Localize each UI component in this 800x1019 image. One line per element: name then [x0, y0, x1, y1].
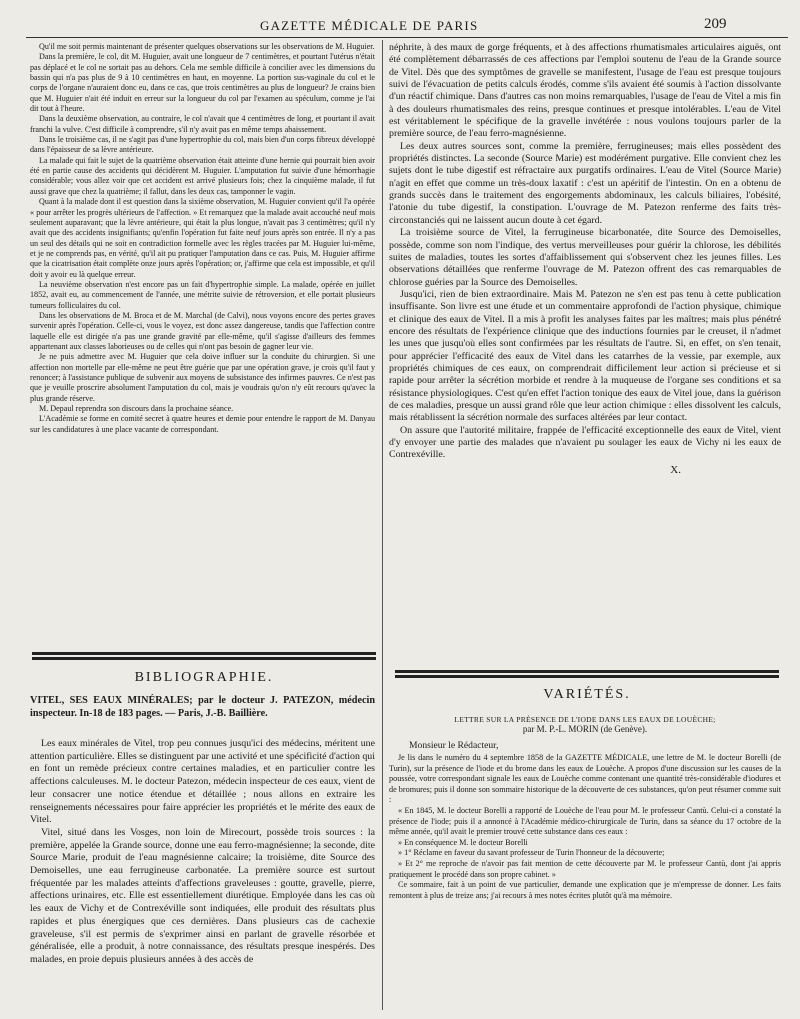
paragraph: néphrite, à des maux de gorge fréquents, et à des affections rhumatismales articulaires aiguës, ont été complètement débarrassés de ces affections par l'emploi soutenu de l'eau de la Grande source de Vitel. Dès que des symptômes de gravelle se manifestent, l'usage de l'eau est presque toujours suivi de l'évacuation de petits calculs érodés, comme s'ils avaient été soumis à l'action dissolvante d'un réactif chimique. Dans d'autres cas non moins remarquables, l'usage de l'eau de Vitel a mis fin à des douleurs rhumatismales des reins, presque continues et presque intolérables. L'eau de Vitel est véritablement le spécifique de la gravelle invétérée : nous voulons toujours parler de la première source, de l'eau ferro-magnésienne.: [389, 42, 781, 140]
signature: X.: [670, 463, 681, 476]
header-rule: [26, 37, 788, 38]
section-divider: [395, 670, 779, 675]
letter-author: par M. P.-L. MORIN (de Genève).: [522, 724, 648, 734]
left-column-text: [30, 42, 375, 435]
letter-salutation: Monsieur le Rédacteur,: [409, 740, 499, 751]
varietes-title: VARIÉTÉS.: [543, 687, 631, 702]
paragraph: » Et 2° me reproche de n'avoir pas fait mention de cette découverte par M. le professeur Cantù, dont j'ai appris pratiquement le procédé dans son propre cabinet. »: [389, 858, 781, 879]
paragraph: Dans le troisième cas, il ne s'agit pas d'une hypertrophie du col, mais bien d'un corps fibreux développé dans l'épaisseur de sa lèvre antérieure.: [30, 135, 375, 155]
paragraph: Jusqu'ici, rien de bien extraordinaire. Mais M. Patezon ne s'en est pas tenu à cette publication insuffisante. Son livre est une étude et un commentaire approfondi de l'action physique, chimique et clinique des eaux de Vitel. Il a mis à profit les analyses faites par les maîtres; mais plus pénétré encore des résultats de l'expérience clinique que des inductions fournies par le creuset, il n'admet les unes que jusqu'où elles sont confirmées par les résultats de l'autre. Si, en effet, on s'en tenait, pour apprécier l'efficacité des eaux de Vitel dans les catarrhes de la vessie, par exemple, aux propriétés chimiques de ces eaux, on comprendrait difficilement leur action si précieuse et si rapide pour arrêter la sécrétion morbide et rendre à la muqueuse de l'organe ses conditions et sa résistance physiologiques. C'est qu'en effet l'action tonique des eaux de Vitel joue, dans la guérison de ces maladies, presque un aussi grand rôle que leur action chimique : elles dissolvent les calculs, mais rétablissent la sécrétion normale des surfaces altérées par leur contact.: [389, 288, 781, 424]
book-title: [30, 695, 375, 721]
paragraph: Je lis dans le numéro du 4 septembre 1858 de la GAZETTE MÉDICALE, une lettre de M. le docteur Borelli (de Turin), sur la présence de l'iode et du brome dans les eaux de Louèche. A propos d'une discussion sur les causes de la poussée, votre correspondant signale les eaux de Louèche comme contenant une quantité très-considérable d'iodures et de bromures; puis il donne son sommaire historique de la découverte de ces substances, qu'on peut résumer comme suit :: [389, 753, 781, 805]
page-header: [0, 14, 800, 38]
right-column-text: [389, 42, 781, 476]
paragraph: » 1° Réclame en faveur du savant professeur de Turin l'honneur de la découverte;: [398, 848, 665, 858]
paragraph: La neuvième observation n'est encore pas un fait d'hypertrophie simple. La malade, opérée en juillet 1852, avait eu, au commencement de l'année, une métrite suivie de rétroversion, et elle portait plusieurs tumeurs folliculaires du col.: [30, 279, 375, 310]
journal-title: GAZETTE MÉDICALE DE PARIS: [260, 18, 479, 33]
paragraph: On assure que l'autorité militaire, frappée de l'efficacité exceptionnelle des eaux de Vitel, vient d'y envoyer une partie des malades que n'avaient pu soulager les eaux de Vichy ni les eaux de Contrexéville.: [389, 424, 781, 461]
paragraph: Vitel, situé dans les Vosges, non loin de Mirecourt, possède trois sources : la première, appelée la Grande source, donne une eau ferro-magnésienne; la seconde, dite Source Marie, produit de l'eau magnésienne calcaire; la troisième, dite Source des Demoiselles, une eau ferrugineuse carbonatée. La première source est surtout fréquentée par les malades atteints d'affections graveleuses : goutte, gravelle, pierre, affections urinaires, etc. Elle est essentiellement diurétique. Employée dans les cas où les eaux de Vichy et de Contrexéville sont indiquées, elle produit des résultats plus rapides et plus énergiques que ces dernières. Dans plusieurs cas de cachexie graveleuse, s'il est permis de s'exprimer ainsi en parlant de gravelle résorbée et généralisée, elle a produit, à notre connaissance, des résultats presque inespérés. Des malades, en proie depuis plusieurs années à des accès de: [30, 826, 375, 965]
paragraph: L'Académie se forme en comité secret à quatre heures et demie pour entendre le rapport de M. Danyau sur les candidatures à une place vacante de correspondant.: [30, 414, 375, 434]
paragraph: La malade qui fait le sujet de la quatrième observation était atteinte d'une hernie qui pourrait bien avoir été en partie cause des accidents qui décidèrent M. Huguier. L'amputation fut suivie d'une hémorrhagie considérable; vous allez voir que cet accident est arrivé plusieurs fois; chez la cinquième malade, il fut aussi grave que chez la quatrième; il fallut, dans les deux cas, tamponner le vagin.: [30, 155, 375, 196]
paragraph: Les deux autres sources sont, comme la première, ferrugineuses; mais elles possèdent des propriétés distinctes. La seconde (Source Marie) est modérément purgative. Elle convient chez les sujets dont le tube digestif est réfractaire aux purgatifs ordinaires. L'eau de Vitel (Source Marie) n'agit en effet que comme un très-doux laxatif : c'est un apéritif de l'intestin. On en a obtenu de grands succès dans le traitement des engorgements abdominaux, les calculs biliaires, l'obésité, l'atonie du tube digestif, la constipation. L'ouvrage de M. Patezon renferme des faits très-circonstanciés qui ne laissent aucun doute à cet égard.: [389, 140, 781, 226]
paragraph: M. Depaul reprendra son discours dans la prochaine séance.: [39, 404, 234, 414]
letter-title: LETTRE SUR LA PRÉSENCE DE L'IODE DANS LES EAUX DE LOUÈCHE;: [454, 715, 716, 724]
bibliographie-text: [30, 738, 375, 967]
varietes-text: [389, 715, 781, 901]
bibliographie-title: BIBLIOGRAPHIE.: [134, 670, 274, 685]
section-divider: [32, 652, 376, 657]
paragraph: Dans la deuxième observation, au contraire, le col n'avait que 4 centimètres de long, et pourtant il avait franchi la vulve. C'est difficile à comprendre, s'il n'y avait pas en même temps abaissement.: [30, 114, 375, 134]
paragraph: La troisième source de Vitel, la ferrugineuse bicarbonatée, dite Source des Demoiselles, possède, comme son nom l'indique, des vertus merveilleuses pour guérir la chlorose, les débilités suites de maladies, toutes les sortes d'affaiblissement qui s'observent chez les jeunes filles. Les observations détaillées que renferme l'ouvrage de M. Patezon offrent des cas remarquables de chlorose guéries par la Source des Demoiselles.: [389, 227, 781, 288]
paragraph: « En 1845, M. le docteur Borelli a rapporté de Louèche de l'eau pour M. le professeur Cantù. Celui-ci a constaté la présence de l'iode; puis il a annoncé à l'Académie médico-chirurgicale de Turin, dans sa séance du 17 octobre de la même année, qu'il avait le premier trouvé cette substance dans ces eaux :: [389, 805, 781, 837]
paragraph: Je ne puis admettre avec M. Huguier que cela doive influer sur la conduite du chirurgien. Si une affection non mortelle par elle-même ne peut être guérie que par une opération grave, je crois qu'il faut y renoncer; à l'assistance publique de subvenir aux moyens de subsistance des infirmes pauvres. Ce n'est pas que je veuille proscrire absolument l'amputation du col, mais je voudrais qu'on n'y eût recours qu'avec la plus grande réserve.: [30, 352, 375, 403]
paragraph: Quant à la malade dont il est question dans la sixième observation, M. Huguier convient qu'il l'a opérée « pour arrêter les progrès ultérieurs de l'affection. » Et remarquez que la malade avait accouché neuf mois seulement auparavant; que la lèvre antérieure, qui était la plus longue, n'avait pas 3 centimètres; qu'il n'y avait que des accidents insignifiants; qu'enfin l'opération fut faite neuf jours après son entrée. Il n'y a pas un seul des détails qui ne soit en contradiction formelle avec les règles tracées par M. Huguier lui-même, et je ne comprends pas, en vérité, qu'il ait pu pratiquer l'amputation dans ce cas. Puis, M. Huguier affirme que la cicatrisation était complète onze jours après l'opération; or, j'affirme que cela est impossible, et qu'il doit y avoir eu là quelque erreur.: [30, 197, 375, 279]
paragraph: Ce sommaire, fait à un point de vue particulier, demande une explication que je m'empresse de donner. Les faits remontent à plus de treize ans; j'ai recours à mes notes écrites plutôt qu'à ma mémoire.: [389, 880, 781, 900]
paragraph: Qu'il me soit permis maintenant de présenter quelques observations sur les observations de M. Huguier.: [39, 42, 375, 51]
paragraph: » En conséquence M. le docteur Borelli: [398, 837, 528, 847]
paragraph: Dans les observations de M. Broca et de M. Marchal (de Calvi), nous voyons encore des pertes graves survenir après l'opération. Celle-ci, vous le voyez, est donc assez dangereuse, tandis que l'affection contre laquelle elle est dirigée n'a pas une grande gravité par elle-même, qu'il s'agisse d'ailleurs des femmes appartenant aux classes laborieuses ou de celles qui n'ont pas besoin de gagner leur vie.: [30, 310, 375, 351]
paragraph: Les eaux minérales de Vitel, trop peu connues jusqu'ici des médecins, méritent une attention particulière. Elles se distinguent par une activité et une spécificité d'action qui en font un remède précieux contre certaines maladies, et en particulier contre les affections calculeuses. M. le docteur Patezon, médecin inspecteur de ces eaux, vient de leur consacrer une notice étendue et détaillée ; nous allons en extraire les renseignements nécessaires pour faire apprécier les propriétés et le mérite des eaux de Vitel.: [30, 738, 375, 826]
page-number: 209: [704, 16, 727, 32]
paragraph: Dans la première, le col, dit M. Huguier, avait une longueur de 7 centimètres, et pourtant l'utérus n'était pas déplacé et le col ne sortait pas au dehors. Cela me semble difficile à concilier avec les dimensions du bassin qui n'a pas plus de 9 à 10 centimètres en haut, en moyenne. La portion sus-vaginale du col et le corps de l'organe n'auraient donc eu, dans ce cas, que trois centimètres au plus de longueur? Je crains bien que M. Huguier n'ait été induit en erreur sur la longueur du col par l'examen au spéculum, comme je l'ai dit tout à l'heure.: [30, 52, 375, 114]
book-title-text: VITEL, SES EAUX MINÉRALES; par le docteur J. PATEZON, médecin inspecteur. In-18 de 183 pages. — Paris, J.-B. Baillière.: [30, 695, 375, 719]
column-rule: [382, 40, 383, 1010]
